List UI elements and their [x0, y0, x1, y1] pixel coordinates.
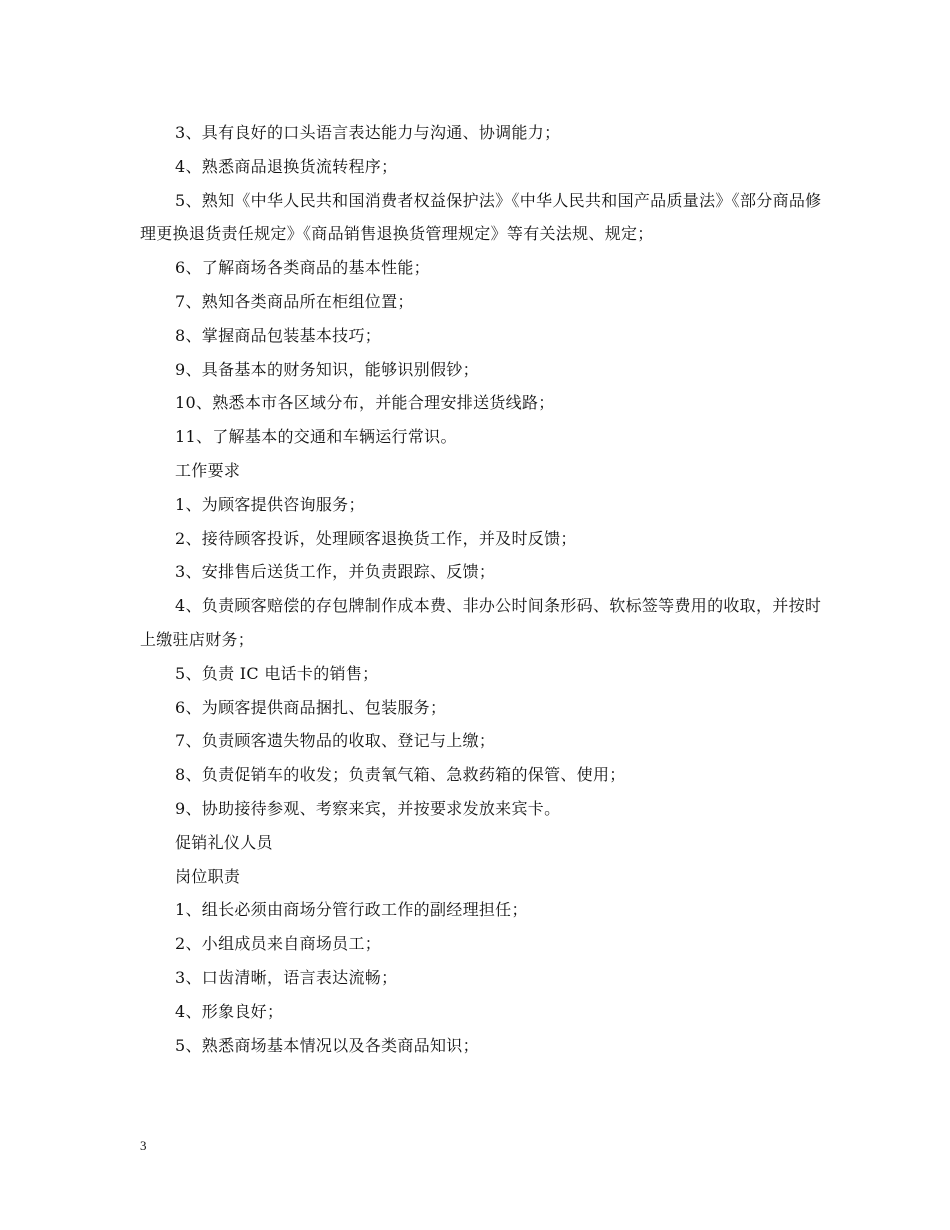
paragraph: 7、熟知各类商品所在柜组位置；	[175, 291, 414, 311]
paragraph: 4、形象良好；	[175, 1001, 284, 1021]
paragraph: 5、熟知《中华人民共和国消费者权益保护法》《中华人民共和国产品质量法》《部分商品修理更换退货责任规定》《商品销售退换货管理规定》等有关法规、规定；	[140, 190, 822, 244]
section-heading: 促销礼仪人员	[175, 832, 273, 852]
paragraph: 9、协助接待参观、考察来宾，并按要求发放来宾卡。	[175, 798, 561, 818]
paragraph: 7、负责顾客遗失物品的收取、登记与上缴；	[175, 731, 496, 751]
paragraph: 8、掌握商品包装基本技巧；	[175, 325, 382, 345]
paragraph: 3、安排售后送货工作，并负责跟踪、反馈；	[175, 562, 496, 582]
paragraph: 3、具有良好的口头语言表达能力与沟通、协调能力；	[175, 123, 561, 142]
paragraph: 5、熟悉商场基本情况以及各类商品知识；	[175, 1035, 479, 1055]
paragraph: 11、了解基本的交通和车辆运行常识。	[175, 427, 457, 447]
paragraph: 10、熟悉本市各区域分布，并能合理安排送货线路；	[175, 393, 555, 413]
paragraph: 6、了解商场各类商品的基本性能；	[175, 258, 430, 278]
page-number: 3	[140, 1138, 147, 1153]
paragraph: 2、小组成员来自商场员工；	[175, 934, 382, 954]
paragraph: 5、负责 IC 电话卡的销售；	[175, 663, 379, 683]
paragraph: 4、负责顾客赔偿的存包牌制作成本费、非办公时间条形码、软标签等费用的收取，并按时上缴驻店财务；	[140, 596, 822, 649]
paragraph: 1、组长必须由商场分管行政工作的副经理担任；	[175, 900, 528, 920]
paragraph: 9、具备基本的财务知识，能够识别假钞；	[175, 359, 479, 379]
paragraph: 8、负责促销车的收发；负责氧气箱、急救药箱的保管、使用；	[175, 765, 626, 785]
paragraph: 2、接待顾客投诉，处理顾客退换货工作，并及时反馈；	[175, 528, 577, 548]
paragraph: 6、为顾客提供商品捆扎、包装服务；	[175, 697, 447, 717]
section-heading: 工作要求	[175, 460, 241, 480]
section-heading: 岗位职责	[175, 866, 241, 886]
paragraph: 1、为顾客提供咨询服务；	[175, 494, 365, 514]
document-body	[140, 116, 830, 1062]
paragraph: 4、熟悉商品退换货流转程序；	[175, 156, 398, 176]
paragraph: 3、口齿清晰，语言表达流畅；	[175, 967, 398, 987]
